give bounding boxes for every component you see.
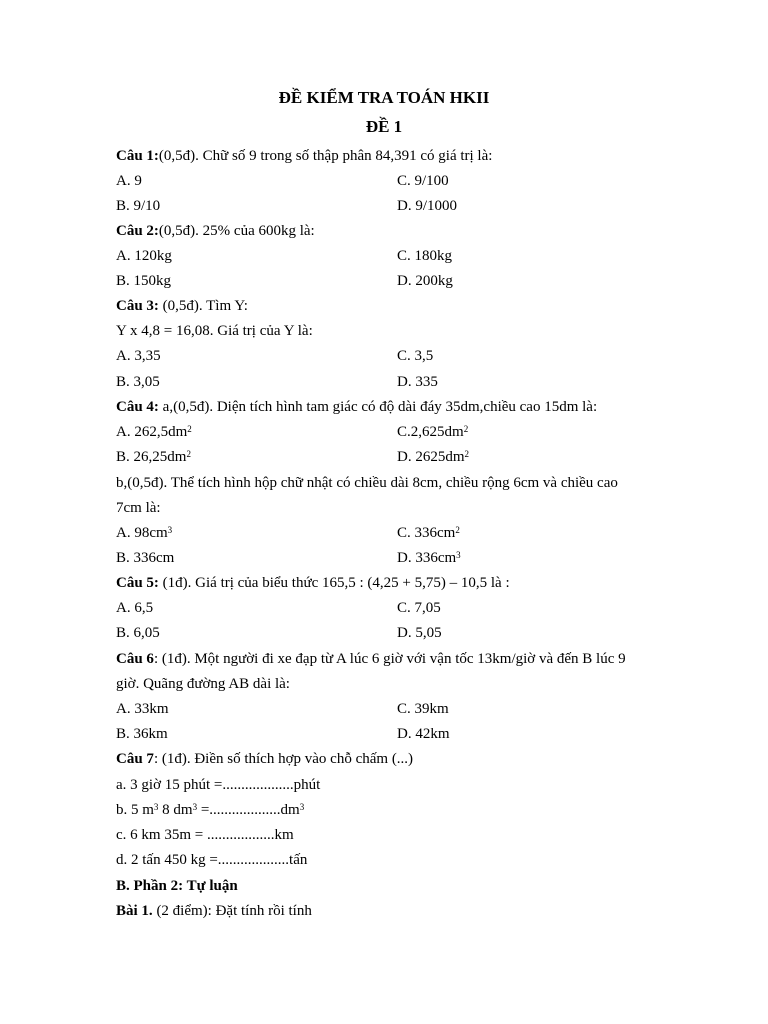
q3-option-c: C. 3,5 (397, 348, 434, 364)
q4b-option-d: D. $336cm^3$ (397, 550, 461, 566)
q2-option-b: B. 150kg (116, 273, 172, 289)
q3-option-d: D. 335 (397, 374, 438, 390)
q6-option-d: D. 42km (397, 726, 450, 742)
q2-option-a: A. 120kg (116, 248, 172, 264)
q5-option-c: C. 7,05 (397, 600, 441, 616)
q6-option-a: A. 33km (116, 701, 169, 717)
q3-option-b: B. 3,05 (116, 374, 160, 390)
q1-option-a: A. 9 (116, 173, 142, 189)
part-2-heading: B. Phần 2: Tự luận (116, 878, 238, 894)
q5-option-a: A. 6,5 (116, 600, 154, 616)
question-7: Câu 7: (1đ). Điền số thích hợp vào chỗ chấm (...) (116, 751, 414, 767)
q4b-option-c: C. $336cm^2$ (397, 525, 460, 541)
question-4a: Câu 4: a,(0,5đ). Diện tích hình tam giác có độ dài đáy 35dm,chiều cao 15dm là: (116, 399, 598, 415)
q2-option-d: D. 200kg (397, 273, 453, 289)
q4a-option-d: D. $2625dm^2$ (397, 449, 469, 465)
question-3-equation: Y x 4,8 = 16,08. Giá trị của Y là: (116, 323, 313, 339)
question-5: Câu 5: (1đ). Giá trị của biểu thức 165,5 : (4,25 + 5,75) – 10,5 là : (116, 575, 510, 591)
question-2: Câu 2:(0,5đ). 25% của 600kg là: (116, 223, 315, 239)
q1-option-c: C. 9/100 (397, 173, 449, 189)
question-3: Câu 3: (0,5đ). Tìm Y: (116, 298, 248, 314)
exercise-1: Bài 1. (2 điểm): Đặt tính rồi tính (116, 903, 312, 919)
q7-item-c: c. 6 km 35m = ..................km (116, 827, 294, 843)
question-6: Câu 6: (1đ). Một người đi xe đạp từ A lúc 6 giờ với vận tốc 13km/giờ và đến B lúc 9 (116, 651, 626, 667)
q6-option-c: C. 39km (397, 701, 449, 717)
question-1: Câu 1:(0,5đ). Chữ số 9 trong số thập phân 84,391 có giá trị là: (116, 148, 493, 164)
q4b-option-b: B. 336cm (116, 550, 175, 566)
exam-title: ĐỀ KIỂM TRA TOÁN HKII (278, 88, 490, 107)
q4a-option-b: B. $26,25dm^2$ (116, 449, 191, 465)
exam-subtitle: ĐỀ 1 (365, 117, 403, 136)
q3-option-a: A. 3,35 (116, 348, 161, 364)
q4a-option-a: A. $262,5dm^2$ (116, 424, 192, 440)
q5-option-b: B. 6,05 (116, 625, 160, 641)
q7-item-d: d. 2 tấn 450 kg =...................tấn (116, 852, 308, 868)
q1-option-d: D. 9/1000 (397, 198, 457, 214)
q5-option-d: D. 5,05 (397, 625, 442, 641)
q4a-option-c: $C.2,625dm^2$ (397, 424, 469, 440)
question-6-continued: giờ. Quãng đường AB dài là: (116, 676, 290, 692)
question-4b: b,(0,5đ). Thể tích hình hộp chữ nhật có chiều dài 8cm, chiều rộng 6cm và chiều cao (116, 475, 618, 491)
question-4b-continued: 7cm là: (116, 500, 161, 516)
q7-item-a: a. 3 giờ 15 phút =...................phút (116, 777, 321, 793)
q6-option-b: B. 36km (116, 726, 168, 742)
q7-item-b: b. 5 $m^3$ 8 $dm^3 =...................dm^3$ (116, 802, 305, 818)
q1-option-b: B. 9/10 (116, 198, 161, 214)
q2-option-c: C. 180kg (397, 248, 453, 264)
q4b-option-a: A. $98cm^3$ (116, 525, 173, 541)
